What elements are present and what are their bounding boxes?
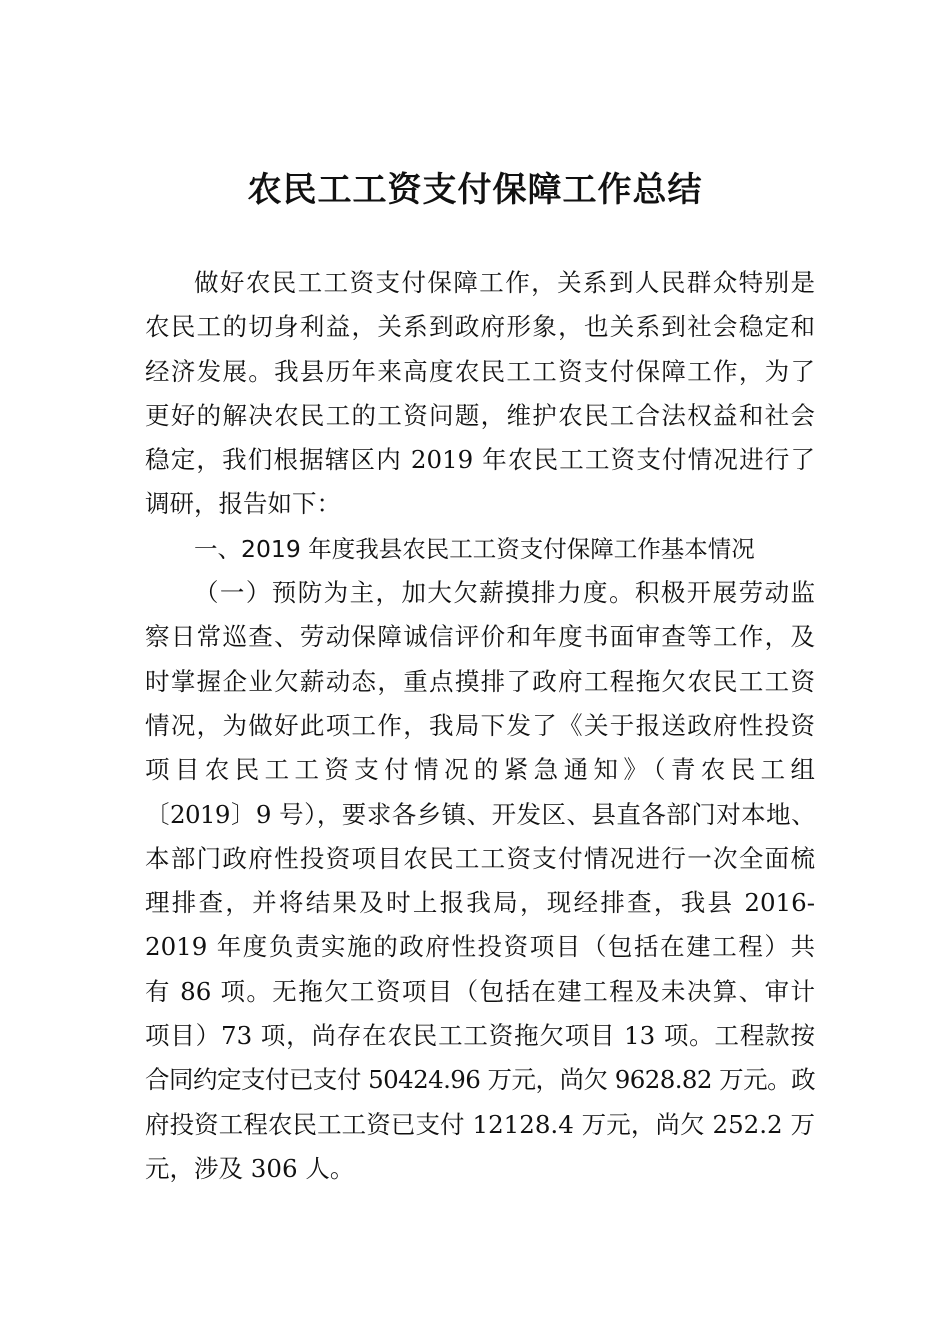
- section-line: （一）预防为主，加大欠薪摸排力度。积极开展劳动监: [194, 578, 815, 608]
- document-title: 农民工工资支付保障工作总结: [247, 170, 703, 210]
- intro-line: 做好农民工工资支付保障工作，关系到人民群众特别是: [194, 268, 815, 297]
- section-line: 项目）73 项，尚存在农民工工资拖欠项目 13 项。工程款按: [145, 1021, 815, 1051]
- section-line: 本部门政府性投资项目农民工工资支付情况进行一次全面梳: [145, 843, 815, 873]
- section-line: 察日常巡查、劳动保障诚信评价和年度书面审查等工作，及: [145, 622, 815, 652]
- section-heading: 一、2019 年度我县农民工工资支付保障工作基本情况: [194, 534, 755, 563]
- section-line: 合同约定支付已支付 50424.96 万元，尚欠 9628.82 万元。政: [145, 1065, 815, 1095]
- section-line: 有 86 项。无拖欠工资项目（包括在建工程及未决算、审计: [145, 976, 815, 1006]
- section-line: 〔2019〕9 号），要求各乡镇、开发区、县直各部门对本地、: [145, 799, 815, 829]
- intro-line: 调研，报告如下：: [145, 489, 341, 519]
- section-line: 2019 年度负责实施的政府性投资项目（包括在建工程）共: [145, 932, 815, 962]
- section-line: 府投资工程农民工工资已支付 12128.4 万元，尚欠 252.2 万: [145, 1109, 815, 1139]
- intro-line: 稳定，我们根据辖区内 2019 年农民工工资支付情况进行了: [145, 445, 815, 475]
- section-line: 项目农民工工资支付情况的紧急通知》（青农民工组: [145, 755, 815, 785]
- section-line: 元，涉及 306 人。: [145, 1153, 355, 1183]
- section-line: 情况，为做好此项工作，我局下发了《关于报送政府性投资: [145, 710, 815, 740]
- section-line: 时掌握企业欠薪动态，重点摸排了政府工程拖欠农民工工资: [145, 666, 815, 696]
- intro-line: 更好的解决农民工的工资问题，维护农民工合法权益和社会: [145, 400, 815, 430]
- document-body: [145, 261, 815, 1191]
- intro-line: 经济发展。我县历年来高度农民工工资支付保障工作，为了: [145, 356, 815, 386]
- section-line: 理排查，并将结果及时上报我局，现经排查，我县 2016-: [145, 888, 815, 918]
- intro-line: 农民工的切身利益，关系到政府形象，也关系到社会稳定和: [145, 312, 815, 342]
